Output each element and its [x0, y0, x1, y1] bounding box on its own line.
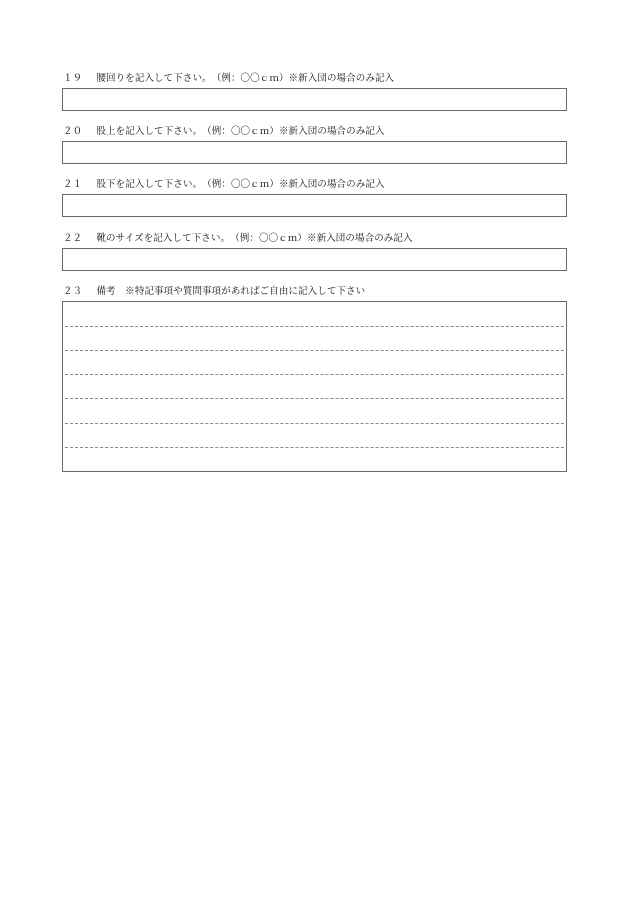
question-21-label — [63, 179, 385, 191]
inseam-input[interactable] — [62, 194, 567, 217]
question-text: 股上を記入して下さい。 （例：〇〇ｃｍ）※新入団の場合のみ記入 — [96, 126, 385, 137]
question-text: 備考 ※特記事項や質問事項があればご自由に記入して下さい — [96, 286, 366, 297]
remarks-textarea[interactable] — [62, 301, 567, 472]
waist-input[interactable] — [62, 88, 567, 111]
shoe-size-input[interactable] — [62, 248, 567, 271]
question-number: ２０ — [63, 126, 83, 137]
ruled-line — [65, 350, 564, 351]
ruled-line — [65, 447, 564, 448]
rise-input[interactable] — [62, 141, 567, 164]
question-19-label — [63, 73, 394, 85]
ruled-line — [65, 374, 564, 375]
ruled-line — [65, 423, 564, 424]
question-text: 靴のサイズを記入して下さい。 （例：〇〇ｃｍ）※新入団の場合のみ記入 — [96, 233, 413, 244]
question-number: ２１ — [63, 179, 83, 190]
question-text: 股下を記入して下さい。 （例：〇〇ｃｍ）※新入団の場合のみ記入 — [96, 179, 385, 190]
question-text: 腰回りを記入して下さい。 （例：〇〇ｃｍ）※新入団の場合のみ記入 — [96, 73, 395, 84]
question-22-label — [63, 233, 413, 245]
question-number: １９ — [63, 73, 83, 84]
ruled-line — [65, 398, 564, 399]
question-number: ２３ — [63, 286, 83, 297]
ruled-line — [65, 326, 564, 327]
question-23-label — [63, 286, 365, 298]
question-number: ２２ — [63, 233, 83, 244]
question-20-label — [63, 126, 385, 138]
